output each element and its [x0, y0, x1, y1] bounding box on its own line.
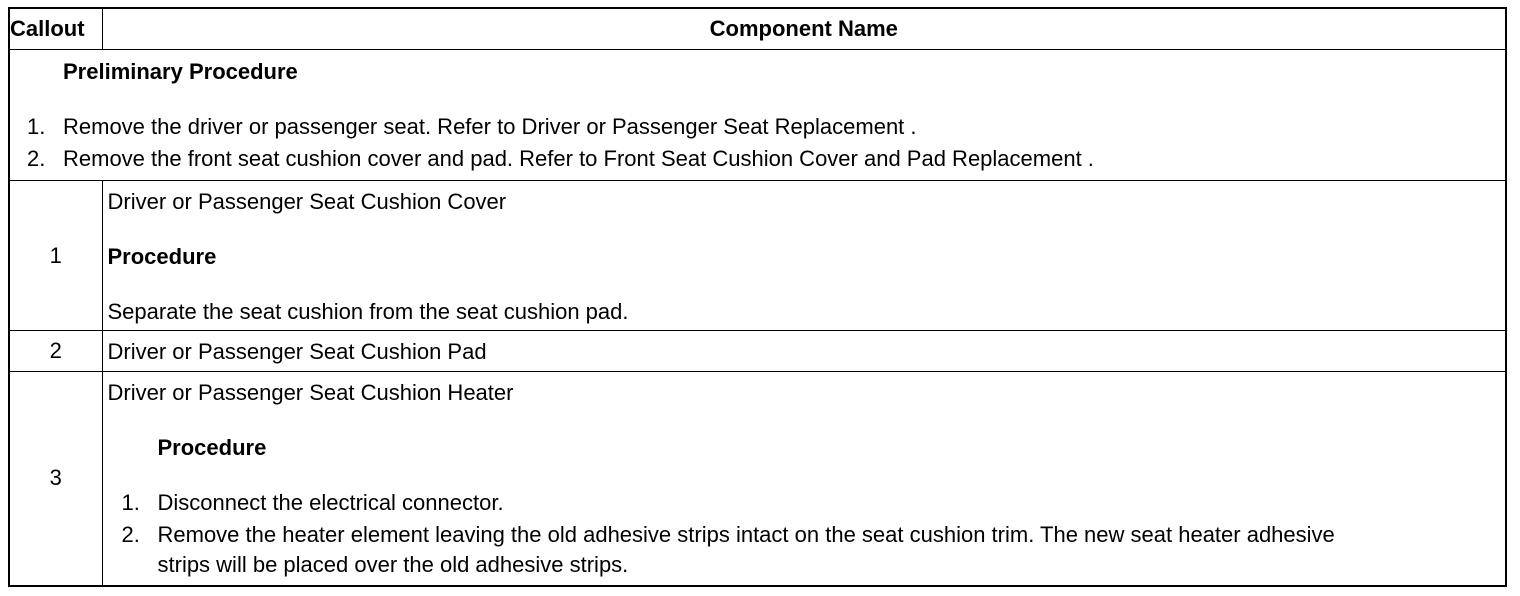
preliminary-step-1: Remove the driver or passenger seat. Refer to Driver or Passenger Seat Replacement .: [63, 114, 917, 139]
component-name-column-header: Component Name: [102, 8, 1506, 50]
callout-column-header: Callout: [9, 8, 102, 50]
table-row: [9, 181, 1506, 331]
preliminary-step-number-2: 2.: [27, 146, 46, 171]
preliminary-step-2: Remove the front seat cushion cover and pad. Refer to Front Seat Cushion Cover and Pad Replacement .: [63, 146, 1094, 171]
procedure-text: Separate the seat cushion from the seat cushion pad.: [107, 299, 629, 324]
component-table: [8, 7, 1507, 587]
callout-number: 1: [9, 181, 102, 331]
table-header-row: [9, 8, 1506, 50]
procedure-step-2: Remove the heater element leaving the old adhesive strips intact on the seat cushion trim. The new seat heater adhesive: [157, 522, 1335, 547]
component-cell: [102, 372, 1506, 586]
step-number-2: 2.: [121, 522, 140, 547]
procedure-step-1: Disconnect the electrical connector.: [157, 490, 504, 515]
component-cell: [102, 181, 1506, 331]
preliminary-cell: [9, 50, 1506, 181]
step-number-1: 1.: [121, 490, 140, 515]
component-name: Driver or Passenger Seat Cushion Cover: [107, 189, 507, 214]
procedure-title: Procedure: [157, 435, 267, 460]
table-row: [9, 331, 1506, 372]
table-row: [9, 372, 1506, 586]
callout-number: 3: [9, 372, 102, 586]
callout-number: 2: [9, 331, 102, 372]
procedure-title: Procedure: [107, 244, 217, 269]
component-name: Driver or Passenger Seat Cushion Heater: [107, 380, 514, 405]
preliminary-step-number-1: 1.: [27, 114, 46, 139]
preliminary-row: [9, 50, 1506, 181]
preliminary-title: Preliminary Procedure: [63, 59, 298, 84]
procedure-step-2-continued: strips will be placed over the old adhesive strips.: [157, 552, 629, 577]
component-cell: [102, 331, 1506, 372]
component-name: Driver or Passenger Seat Cushion Pad: [107, 339, 487, 364]
